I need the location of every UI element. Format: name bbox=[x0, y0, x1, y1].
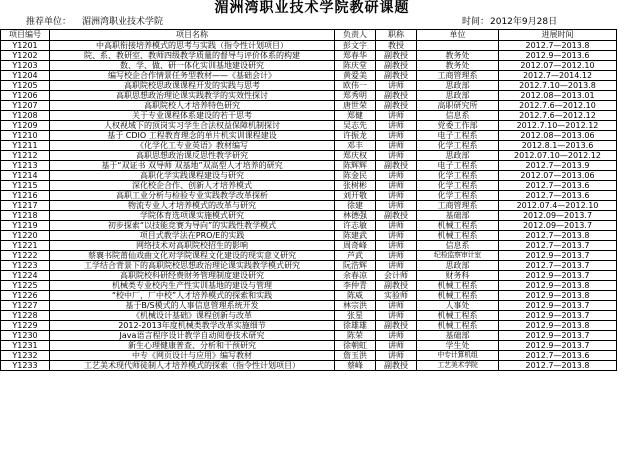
lead-title: 副教授 bbox=[376, 51, 417, 61]
project-name: 物流专业人才培养模式的改革与研究 bbox=[50, 201, 335, 211]
project-unit: 机械工程系 bbox=[417, 231, 499, 241]
project-name: 编写校企合作情景任务型教材——《基础会计》 bbox=[50, 71, 335, 81]
project-lead: 欧伟一 bbox=[335, 81, 376, 91]
project-lead: 张星 bbox=[335, 311, 376, 321]
table-row bbox=[1, 321, 617, 331]
table-row bbox=[1, 291, 617, 301]
progress-time: 2012.9—2013.7 bbox=[499, 301, 617, 311]
document-title: 湄洲湾职业技术学院教研课题 bbox=[214, 0, 410, 16]
col-header-name: 项目名称 bbox=[50, 30, 335, 41]
project-name: 网络技术对高职院校招生的影响 bbox=[50, 241, 335, 251]
project-id: Y1208 bbox=[1, 111, 50, 121]
project-id: Y1218 bbox=[1, 211, 50, 221]
project-unit: 财务科 bbox=[417, 271, 499, 281]
project-id: Y1214 bbox=[1, 171, 50, 181]
table-row bbox=[1, 331, 617, 341]
lead-title: 讲师 bbox=[376, 221, 417, 231]
col-header-time: 进展时间 bbox=[499, 30, 617, 41]
project-name: 高职化学实践课程建设与研究 bbox=[50, 171, 335, 181]
project-name: 蔡襄书院莆仙戏曲文化对学院课程文化建设的现实意义研究 bbox=[50, 251, 335, 261]
table-row bbox=[1, 111, 617, 121]
table-row bbox=[1, 231, 617, 241]
project-name: 高职院校人才培养特色研究 bbox=[50, 101, 335, 111]
project-id: Y1223 bbox=[1, 261, 50, 271]
project-unit: 人事处 bbox=[417, 301, 499, 311]
progress-time: 2012.7—2014.12 bbox=[499, 71, 617, 81]
lead-title: 副教授 bbox=[376, 211, 417, 221]
table-row bbox=[1, 311, 617, 321]
project-lead: 许振龙 bbox=[335, 131, 376, 141]
table-row bbox=[1, 361, 617, 371]
project-lead: 陈建武 bbox=[335, 231, 376, 241]
project-name: 初步探索“以技能竞赛为导向”的实践性教学模式 bbox=[50, 221, 335, 231]
project-unit: 基础部 bbox=[417, 211, 499, 221]
project-unit: 工商管理系 bbox=[417, 71, 499, 81]
table-row bbox=[1, 171, 617, 181]
project-name: 新生心理健康普查、分析和干预研究 bbox=[50, 341, 335, 351]
lead-title: 讲师 bbox=[376, 171, 417, 181]
unit-value: 湄洲湾职业技术学院 bbox=[82, 17, 164, 27]
project-unit: 学生处 bbox=[417, 341, 499, 351]
project-lead: 周奇峰 bbox=[335, 241, 376, 251]
project-id: Y1226 bbox=[1, 291, 50, 301]
progress-time: 2012.7—2013.6 bbox=[499, 181, 617, 191]
project-name: 院、系、教研室、教师四级教学质量的督导与评价体系的构建 bbox=[50, 51, 335, 61]
project-name: 2012-2013年度机械类教学改革实施细节 bbox=[50, 321, 335, 331]
project-unit: 工商管理系 bbox=[417, 201, 499, 211]
project-table bbox=[0, 29, 617, 371]
project-lead: 郑庆权 bbox=[335, 151, 376, 161]
project-unit: 教务处 bbox=[417, 61, 499, 71]
project-name: 工艺美术现代师徒制人才培养模式的探索（指令性计划项目） bbox=[50, 361, 335, 371]
project-lead: 陈庆堂 bbox=[335, 61, 376, 71]
project-name: 机械类专业校内生产性实训基地的建设与管理 bbox=[50, 281, 335, 291]
time-label: 时间： bbox=[462, 17, 490, 27]
project-id: Y1213 bbox=[1, 161, 50, 171]
project-id: Y1222 bbox=[1, 251, 50, 261]
progress-time: 2012.7—2013.6 bbox=[499, 191, 617, 201]
progress-time: 2012.9—2013.7 bbox=[499, 331, 617, 341]
project-unit: 高职研究所 bbox=[417, 101, 499, 111]
progress-time: 2012.9—2013.7 bbox=[499, 251, 617, 261]
progress-time: 2012.09—2013.7 bbox=[499, 221, 617, 231]
table-row bbox=[1, 341, 617, 351]
table-row bbox=[1, 91, 617, 101]
table-row bbox=[1, 51, 617, 61]
col-header-id: 项目编号 bbox=[1, 30, 50, 41]
project-id: Y1201 bbox=[1, 41, 50, 51]
lead-title: 讲师 bbox=[376, 241, 417, 251]
project-unit: 思政部 bbox=[417, 151, 499, 161]
project-unit: 机械工程系 bbox=[417, 311, 499, 321]
project-lead: 林宗洪 bbox=[335, 301, 376, 311]
progress-time: 2012.7.6—2012.12 bbox=[499, 111, 617, 121]
project-unit: 信息系 bbox=[417, 241, 499, 251]
progress-time: 2012.8.1—2013.6 bbox=[499, 141, 617, 151]
lead-title: 会计师 bbox=[376, 271, 417, 281]
project-unit: 基础部 bbox=[417, 331, 499, 341]
progress-time: 2012.7—2013.7 bbox=[499, 261, 617, 271]
project-id: Y1209 bbox=[1, 121, 50, 131]
project-name: 人权视域下的顶岗实习学生合法权益保障机制探讨 bbox=[50, 121, 335, 131]
lead-title: 讲师 bbox=[376, 181, 417, 191]
progress-time: 2012.7.6—2012.10 bbox=[499, 101, 617, 111]
col-header-title: 职称 bbox=[376, 30, 417, 41]
project-name: 基于B/S模式的人事信息管理系统开发 bbox=[50, 301, 335, 311]
lead-title: 讲师 bbox=[376, 81, 417, 91]
lead-title: 讲师 bbox=[376, 191, 417, 201]
project-id: Y1233 bbox=[1, 361, 50, 371]
table-row bbox=[1, 351, 617, 361]
progress-time: 2012.7.10—2012.12 bbox=[499, 121, 617, 131]
table-row bbox=[1, 131, 617, 141]
project-unit: 思政部 bbox=[417, 81, 499, 91]
project-name: 学院体育选项课实施模式研究 bbox=[50, 211, 335, 221]
project-id: Y1203 bbox=[1, 61, 50, 71]
project-lead: 陈荣 bbox=[335, 331, 376, 341]
progress-time: 2012.08—2013.01 bbox=[499, 91, 617, 101]
project-lead: 陈金民 bbox=[335, 171, 376, 181]
progress-time: 2012.7—2013.8 bbox=[499, 231, 617, 241]
progress-time: 2012.07.4—2012.10 bbox=[499, 201, 617, 211]
project-name: 高职院校科研经费财务管理制度建设研究 bbox=[50, 271, 335, 281]
table-row bbox=[1, 81, 617, 91]
project-lead: 吴志先 bbox=[335, 121, 376, 131]
project-id: Y1202 bbox=[1, 51, 50, 61]
project-id: Y1207 bbox=[1, 101, 50, 111]
lead-title: 讲师 bbox=[376, 261, 417, 271]
project-lead: 陈威 bbox=[335, 291, 376, 301]
table-row bbox=[1, 181, 617, 191]
project-id: Y1212 bbox=[1, 151, 50, 161]
project-id: Y1211 bbox=[1, 141, 50, 151]
project-unit: 教务处 bbox=[417, 51, 499, 61]
project-lead: 林德强 bbox=[335, 211, 376, 221]
lead-title: 讲师 bbox=[376, 251, 417, 261]
project-name: 高职思想政治课反思性教学研究 bbox=[50, 151, 335, 161]
progress-time: 2012.7.10—2013.8 bbox=[499, 81, 617, 91]
progress-time: 2012.07—2012.10 bbox=[499, 61, 617, 71]
project-name: 高职思想政治理论课实践教学的实效性探讨 bbox=[50, 91, 335, 101]
table-row bbox=[1, 141, 617, 151]
project-unit: 化学工程系 bbox=[417, 181, 499, 191]
progress-time: 2012.07—2013.06 bbox=[499, 171, 617, 181]
table-row bbox=[1, 221, 617, 231]
lead-title: 实验师 bbox=[376, 291, 417, 301]
project-unit: 电子工程系 bbox=[417, 161, 499, 171]
project-lead: 詹玉洪 bbox=[335, 351, 376, 361]
project-id: Y1228 bbox=[1, 311, 50, 321]
project-name: 关于专业课程体系建设的若干思考 bbox=[50, 111, 335, 121]
project-name: 基于“双证书 双导师 双基地”双高型人才培养的研究 bbox=[50, 161, 335, 171]
project-name: “校中厂，厂中校”人才培养模式的探索和实践 bbox=[50, 291, 335, 301]
progress-time: 2012.08—2013.06 bbox=[499, 131, 617, 141]
project-id: Y1205 bbox=[1, 81, 50, 91]
col-header-lead: 负责人 bbox=[335, 30, 376, 41]
project-unit: 化学工程系 bbox=[417, 171, 499, 181]
table-row bbox=[1, 151, 617, 161]
lead-title: 讲师 bbox=[376, 201, 417, 211]
project-lead: 余春凉 bbox=[335, 271, 376, 281]
lead-title: 副教授 bbox=[376, 281, 417, 291]
header-row bbox=[1, 30, 617, 41]
lead-title: 讲师 bbox=[376, 301, 417, 311]
lead-title: 讲师 bbox=[376, 131, 417, 141]
project-id: Y1221 bbox=[1, 241, 50, 251]
lead-title: 副教授 bbox=[376, 61, 417, 71]
lead-title: 讲师 bbox=[376, 151, 417, 161]
project-lead: 许志敏 bbox=[335, 221, 376, 231]
table-row bbox=[1, 121, 617, 131]
project-unit: 化学工程系 bbox=[417, 141, 499, 151]
table-row bbox=[1, 101, 617, 111]
project-unit: 化学工程系 bbox=[417, 191, 499, 201]
project-unit: 纪检监察审计室 bbox=[417, 251, 499, 261]
project-id: Y1220 bbox=[1, 231, 50, 241]
project-id: Y1219 bbox=[1, 221, 50, 231]
project-id: Y1210 bbox=[1, 131, 50, 141]
project-id: Y1231 bbox=[1, 341, 50, 351]
table-row bbox=[1, 41, 617, 51]
project-lead: 郑健 bbox=[335, 111, 376, 121]
project-name: 《化学化工专业英语》教材编写 bbox=[50, 141, 335, 151]
time-value: 2012年9月28日 bbox=[490, 17, 558, 27]
project-lead: 郑秀明 bbox=[335, 91, 376, 101]
project-lead: 蔡峰 bbox=[335, 361, 376, 371]
table-row bbox=[1, 191, 617, 201]
project-lead: 彭文宇 bbox=[335, 41, 376, 51]
project-id: Y1225 bbox=[1, 281, 50, 291]
project-lead: 芦武 bbox=[335, 251, 376, 261]
table-body bbox=[1, 41, 617, 371]
project-id: Y1217 bbox=[1, 201, 50, 211]
lead-title: 副教授 bbox=[376, 361, 417, 371]
project-unit: 思政部 bbox=[417, 91, 499, 101]
progress-time: 2012.9—2013.8 bbox=[499, 291, 617, 301]
progress-time: 2012.7—2013.8 bbox=[499, 361, 617, 371]
project-id: Y1232 bbox=[1, 351, 50, 361]
lead-title: 教授 bbox=[376, 41, 417, 51]
project-lead: 李仲青 bbox=[335, 281, 376, 291]
progress-time: 2012.07.10—2012.12 bbox=[499, 151, 617, 161]
project-name: Java语言程序设计教学自动阅卷技术研究 bbox=[50, 331, 335, 341]
project-name: 项目式教学法在PRO/E的实践 bbox=[50, 231, 335, 241]
table-row bbox=[1, 201, 617, 211]
project-unit: 机械工程系 bbox=[417, 291, 499, 301]
project-lead: 黄爱美 bbox=[335, 71, 376, 81]
project-unit: 电子工程系 bbox=[417, 131, 499, 141]
lead-title: 讲师 bbox=[376, 351, 417, 361]
project-name: 中高职衔接培养模式的思考与实践（指令性计划项目） bbox=[50, 41, 335, 51]
project-unit: 工艺美术学院 bbox=[417, 361, 499, 371]
lead-title: 副教授 bbox=[376, 101, 417, 111]
project-name: 工学结合背景下的高职院校思想政治理论课实践教学模式研究 bbox=[50, 261, 335, 271]
project-lead: 郑春华 bbox=[335, 51, 376, 61]
project-unit: 机械工程系 bbox=[417, 281, 499, 291]
table-row bbox=[1, 211, 617, 221]
lead-title: 讲师 bbox=[376, 231, 417, 241]
project-lead: 徐朝虹 bbox=[335, 341, 376, 351]
project-lead: 阮浩辉 bbox=[335, 261, 376, 271]
project-unit bbox=[417, 41, 499, 51]
project-name: 深化校企合作、创新人才培养模式 bbox=[50, 181, 335, 191]
table-row bbox=[1, 271, 617, 281]
progress-time: 2012.9—2013.8 bbox=[499, 321, 617, 331]
project-id: Y1227 bbox=[1, 301, 50, 311]
project-lead: 邓丰 bbox=[335, 141, 376, 151]
project-lead: 刘开敬 bbox=[335, 191, 376, 201]
table-row bbox=[1, 251, 617, 261]
meta-row bbox=[0, 16, 624, 28]
table-row bbox=[1, 61, 617, 71]
project-name: 《机械设计基础》课程创新与改革 bbox=[50, 311, 335, 321]
project-unit: 党委工作部 bbox=[417, 121, 499, 131]
unit-label: 推荐单位： bbox=[26, 17, 72, 27]
project-unit: 机械工程系 bbox=[417, 321, 499, 331]
project-lead: 徐建 bbox=[335, 201, 376, 211]
lead-title: 讲师 bbox=[376, 341, 417, 351]
col-header-unit: 单位 bbox=[417, 30, 499, 41]
lead-title: 副教授 bbox=[376, 321, 417, 331]
lead-title: 讲师 bbox=[376, 111, 417, 121]
progress-time: 2012.7—2013.7 bbox=[499, 241, 617, 251]
lead-title: 副教授 bbox=[376, 71, 417, 81]
table-row bbox=[1, 281, 617, 291]
table-row bbox=[1, 261, 617, 271]
table-row bbox=[1, 301, 617, 311]
project-name: 数、学、做、研一体化实训基地建设研究 bbox=[50, 61, 335, 71]
progress-time: 2012.7—2013.6 bbox=[499, 351, 617, 361]
project-lead: 唐世荣 bbox=[335, 101, 376, 111]
project-id: Y1224 bbox=[1, 271, 50, 281]
project-unit: 中专计算机组 bbox=[417, 351, 499, 361]
table-row bbox=[1, 161, 617, 171]
project-lead: 张树彬 bbox=[335, 181, 376, 191]
project-lead: 陈辉辉 bbox=[335, 161, 376, 171]
lead-title: 讲师 bbox=[376, 121, 417, 131]
project-unit: 信息系 bbox=[417, 111, 499, 121]
progress-time: 2012.09—2013.7 bbox=[499, 211, 617, 221]
lead-title: 讲师 bbox=[376, 331, 417, 341]
progress-time: 2012.7—2013.8 bbox=[499, 41, 617, 51]
project-id: Y1229 bbox=[1, 321, 50, 331]
project-name: 高职工业分析与检验专业实践教学改革探析 bbox=[50, 191, 335, 201]
project-id: Y1206 bbox=[1, 91, 50, 101]
lead-title: 副教授 bbox=[376, 161, 417, 171]
lead-title: 讲师 bbox=[376, 141, 417, 151]
progress-time: 2012.9—2013.6 bbox=[499, 51, 617, 61]
progress-time: 2012.9—2013.7 bbox=[499, 271, 617, 281]
progress-time: 2012.9—2013.7 bbox=[499, 341, 617, 351]
lead-title: 副教授 bbox=[376, 91, 417, 101]
project-unit: 机械工程系 bbox=[417, 221, 499, 231]
project-name: 中专《网页设计与应用》编写教材 bbox=[50, 351, 335, 361]
project-id: Y1204 bbox=[1, 71, 50, 81]
table-row bbox=[1, 241, 617, 251]
project-name: 基于 CDIO 工程教育理念的单片机实训课程建设 bbox=[50, 131, 335, 141]
project-id: Y1215 bbox=[1, 181, 50, 191]
project-lead: 徐雄雄 bbox=[335, 321, 376, 331]
progress-time: 2012.9—2013.7 bbox=[499, 311, 617, 321]
progress-time: 2012.9—2013.8 bbox=[499, 281, 617, 291]
progress-time: 2012.7—2013.9 bbox=[499, 161, 617, 171]
project-name: 高职院校思政课课程开发的实践与思考 bbox=[50, 81, 335, 91]
project-unit: 思政部 bbox=[417, 261, 499, 271]
project-id: Y1216 bbox=[1, 191, 50, 201]
lead-title: 讲师 bbox=[376, 311, 417, 321]
project-id: Y1230 bbox=[1, 331, 50, 341]
table-row bbox=[1, 71, 617, 81]
